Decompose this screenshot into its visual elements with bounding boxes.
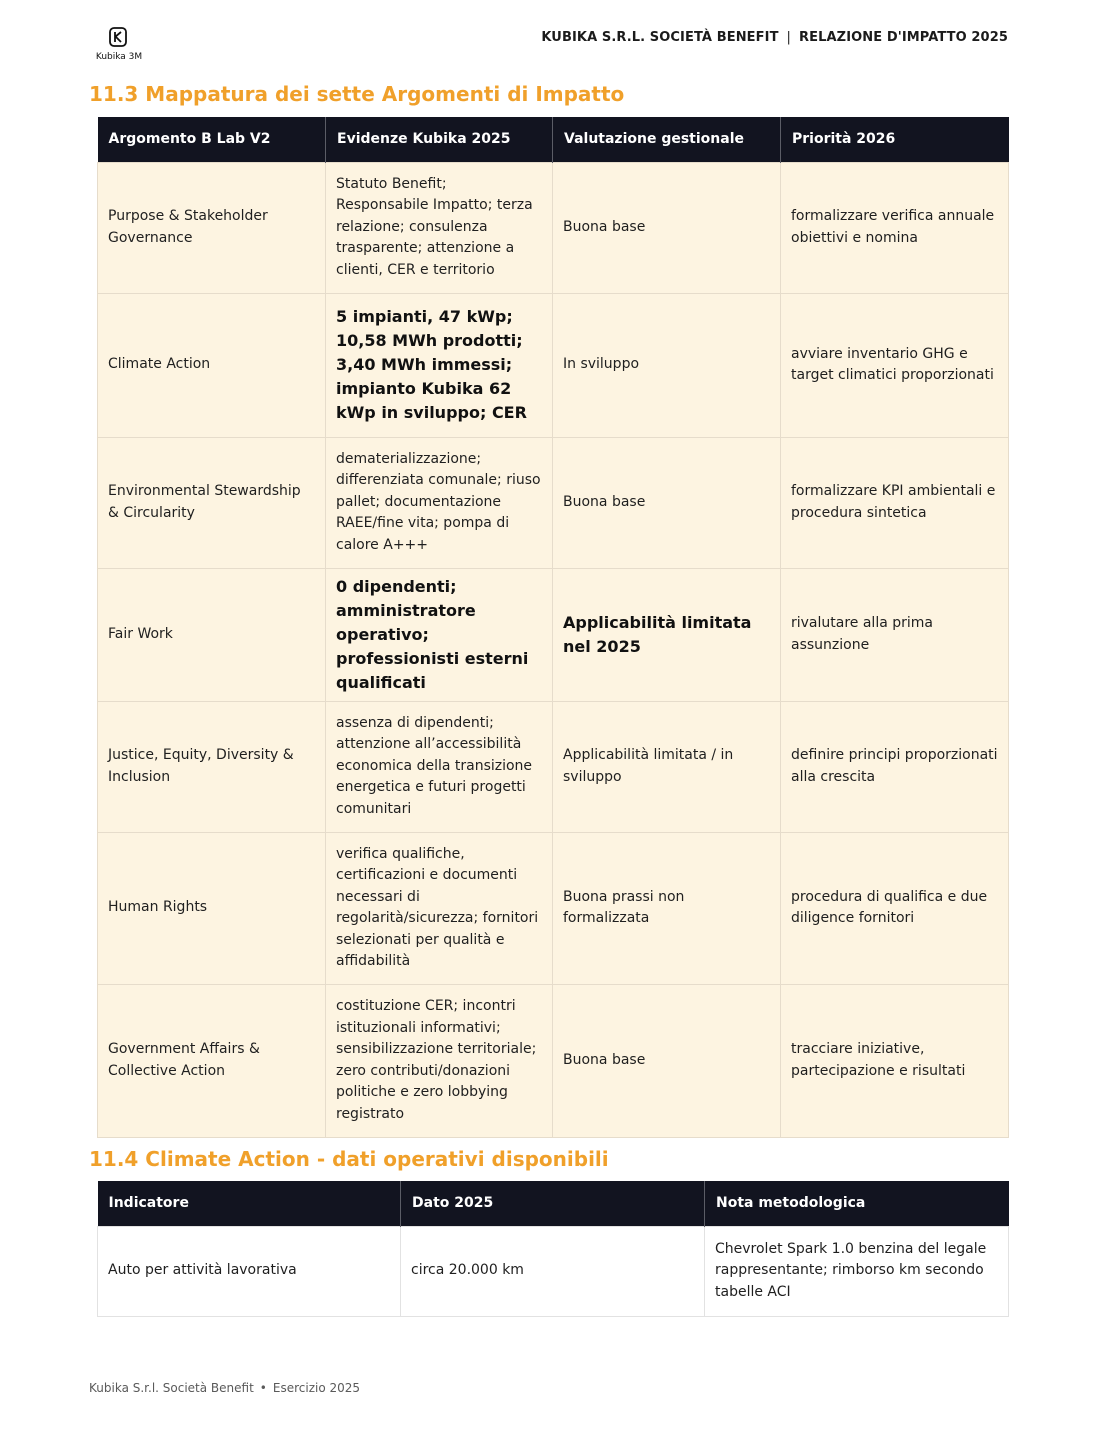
header-report: RELAZIONE D'IMPATTO 2025 <box>799 30 1008 45</box>
table-cell: Statuto Benefit; Responsabile Impatto; terza relazione; consulenza trasparente; attenzione a clienti, CER e territorio <box>326 162 553 293</box>
table-cell: Environmental Stewardship & Circularity <box>98 437 326 568</box>
company-logo <box>96 26 142 66</box>
table-cell: Auto per attività lavorativa <box>98 1226 401 1316</box>
table-cell: Purpose & Stakeholder Governance <box>98 162 326 293</box>
footer-separator: • <box>259 1381 267 1395</box>
table-cell: Chevrolet Spark 1.0 benzina del legale rappresentante; rimborso km secondo tabelle ACI <box>705 1226 1009 1316</box>
column-header: Indicatore <box>98 1181 401 1226</box>
table-cell: Buona base <box>553 437 781 568</box>
table-cell: assenza di dipendenti; attenzione all’accessibilità economica della transizione energetica e futuri progetti comunitari <box>326 701 553 832</box>
table-cell: 0 dipendenti; amministratore operativo; professionisti esterni qualificati <box>326 568 553 701</box>
footer-period: Esercizio 2025 <box>272 1381 361 1395</box>
table-cell: 5 impianti, 47 kWp; 10,58 MWh prodotti; 3,40 MWh immessi; impianto Kubika 62 kWp in sviluppo; CER <box>326 293 553 437</box>
column-header: Valutazione gestionale <box>553 117 781 162</box>
table-cell: formalizzare KPI ambientali e procedura sintetica <box>781 437 1009 568</box>
column-header: Argomento B Lab V2 <box>98 117 326 162</box>
table-cell: circa 20.000 km <box>401 1226 705 1316</box>
header-company: KUBIKA S.R.L. SOCIETÀ BENEFIT <box>541 30 779 45</box>
table-cell: dematerializzazione; differenziata comunale; riuso pallet; documentazione RAEE/fine vita; pompa di calore A+++ <box>326 437 553 568</box>
page-footer <box>89 1381 360 1395</box>
table-cell: definire principi proporzionati alla crescita <box>781 701 1009 832</box>
table-row <box>98 568 1009 701</box>
table-row <box>98 984 1009 1137</box>
table-header-row <box>98 117 1009 162</box>
table-cell: costituzione CER; incontri istituzionali informativi; sensibilizzazione territoriale; zero contributi/donazioni politiche e zero lobbying registrato <box>326 984 553 1137</box>
table-cell: tracciare iniziative, partecipazione e risultati <box>781 984 1009 1137</box>
impact-topics-table <box>97 117 1009 1138</box>
table-cell: rivalutare alla prima assunzione <box>781 568 1009 701</box>
section-11-3-heading: 11.3 Mappatura dei sette Argomenti di Impatto <box>89 82 625 106</box>
table-row <box>98 832 1009 984</box>
table-row <box>98 1226 1009 1316</box>
table-row <box>98 293 1009 437</box>
column-header: Evidenze Kubika 2025 <box>326 117 553 162</box>
section-11-4-heading: 11.4 Climate Action - dati operativi disponibili <box>89 1147 609 1171</box>
table-cell: procedura di qualifica e due diligence fornitori <box>781 832 1009 984</box>
table-cell: verifica qualifiche, certificazioni e documenti necessari di regolarità/sicurezza; fornitori selezionati per qualità e affidabilità <box>326 832 553 984</box>
header-separator: | <box>786 30 792 45</box>
column-header: Dato 2025 <box>401 1181 705 1226</box>
table-cell: Applicabilità limitata nel 2025 <box>553 568 781 701</box>
header-title <box>541 30 1008 45</box>
table-cell: Government Affairs & Collective Action <box>98 984 326 1137</box>
table-cell: Fair Work <box>98 568 326 701</box>
table-cell: Buona base <box>553 984 781 1137</box>
table-cell: In sviluppo <box>553 293 781 437</box>
column-header: Priorità 2026 <box>781 117 1009 162</box>
table-cell: avviare inventario GHG e target climatici proporzionati <box>781 293 1009 437</box>
table-cell: Applicabilità limitata / in sviluppo <box>553 701 781 832</box>
table-row <box>98 701 1009 832</box>
table-cell: formalizzare verifica annuale obiettivi e nomina <box>781 162 1009 293</box>
table-cell: Buona base <box>553 162 781 293</box>
table-row <box>98 162 1009 293</box>
logo-text: Kubika 3M <box>96 52 142 62</box>
table-header-row <box>98 1181 1009 1226</box>
table-cell: Human Rights <box>98 832 326 984</box>
footer-company: Kubika S.r.l. Società Benefit <box>89 1381 254 1395</box>
table-cell: Justice, Equity, Diversity & Inclusion <box>98 701 326 832</box>
table-cell: Buona prassi non formalizzata <box>553 832 781 984</box>
table-cell: Climate Action <box>98 293 326 437</box>
column-header: Nota metodologica <box>705 1181 1009 1226</box>
table-row <box>98 437 1009 568</box>
climate-data-table <box>97 1181 1009 1317</box>
